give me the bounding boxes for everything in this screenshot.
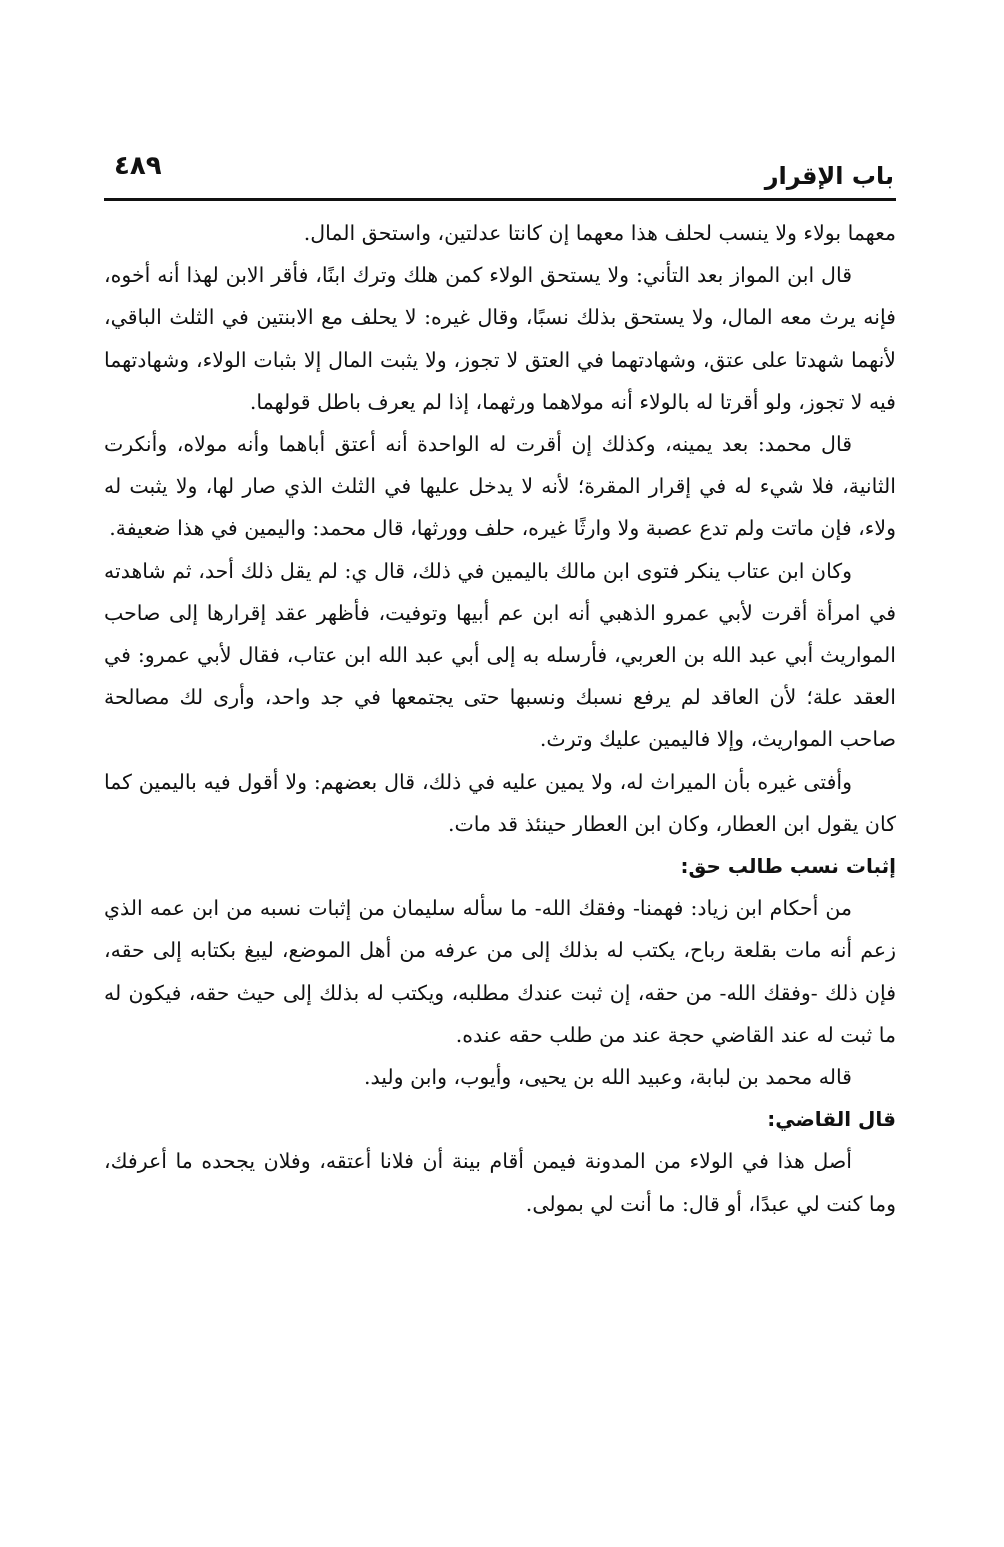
paragraph-5: وأفتى غيره بأن الميراث له، ولا يمين عليه في ذلك، قال بعضهم: ولا أقول فيه باليمين كما كان يقول ابن العطار، وكان ابن العطار حينئذ قد مات. xyxy=(104,769,896,836)
paragraph-4: وكان ابن عتاب ينكر فتوى ابن مالك باليمين في ذلك، قال ي: لم يقل ذلك أحد، ثم شاهدته في امرأة أقرت لأبي عمرو الذهبي أنه ابن عم أبيها وتوفيت، فأظهر عقد إقرارها إلى صاحب المواريث أبي عبد الله بن العربي، فأرسله به إلى أبي عبد الله ابن عتاب، فقال لأبي عمرو: في العقد علة؛ لأن العاقد لم يرفع نسبك ونسبها حتى يجتمعها في جد واحد، وأرى لك مصالحة صاحب المواريث، وإلا فاليمين عليك وترث. xyxy=(104,558,896,752)
paragraph-2: قال ابن المواز بعد التأني: ولا يستحق الولاء كمن هلك وترك ابنًا، فأقر الابن لهذا أنه أخوه، فإنه يرث معه المال، ولا يستحق بذلك نسبًا، وقال غيره: لا يحلف مع الابنتين في الثلث الباقي، لأنهما شهدتا على عتق، وشهادتهما في العتق لا تجوز، ولا يثبت المال إلا بثبات الولاء، وشهادتهما فيه لا تجوز، ولو أقرتا له بالولاء أنه مولاهما ورثهما، إذا لم يعرف باطل قولهما. xyxy=(104,263,896,414)
header-divider xyxy=(104,198,896,201)
page-body xyxy=(104,212,896,1225)
page-header xyxy=(104,150,894,198)
section-heading-2: قال القاضي: xyxy=(767,1107,896,1132)
paragraph-3: قال محمد: بعد يمينه، وكذلك إن أقرت له الواحدة أنه أعتق أباهما وأنه مولاه، وأنكرت الثانية، فلا شيء له في إقرار المقرة؛ لأنه لا يدخل عليها في الثلث الذي صار لها، ولا يثبت له ولاء، فإن ماتت ولم تدع عصبة ولا وارثًا غيره، حلف وورثها، قال محمد: واليمين في هذا ضعيفة. xyxy=(104,432,896,541)
section-heading-1: إثبات نسب طالب حق: xyxy=(680,854,896,879)
running-title: باب الإقرار xyxy=(764,162,894,190)
page-number: ٤٨٩ xyxy=(114,151,162,181)
paragraph-8: أصل هذا في الولاء من المدونة فيمن أقام بينة أن فلانا أعتقه، وفلان يجحده ما أعرفك، وما كنت لي عبدًا، أو قال: ما أنت لي بمولى. xyxy=(104,1149,896,1216)
paragraph-1: معهما بولاء ولا ينسب لحلف هذا معهما إن كانتا عدلتين، واستحق المال. xyxy=(303,221,896,245)
paragraph-6: من أحكام ابن زياد: فهمنا- وفقك الله- ما سأله سليمان من إثبات نسبه من ابن عمه الذي زعم أنه مات بقلعة رباح، يكتب له بذلك إلى من عرفه من أهل الموضع، ليبغ بكتابه إلى حقه، فإن ذلك -وفقك الله- من حقه، إن ثبت عندك مطلبه، ويكتب له بذلك إلى حيث حقه، فيكون له ما ثبت له عند القاضي حجة عند من طلب حقه عنده. xyxy=(104,896,896,1047)
paragraph-7: قاله محمد بن لبابة، وعبيد الله بن يحيى، وأيوب، وابن وليد. xyxy=(363,1065,852,1090)
